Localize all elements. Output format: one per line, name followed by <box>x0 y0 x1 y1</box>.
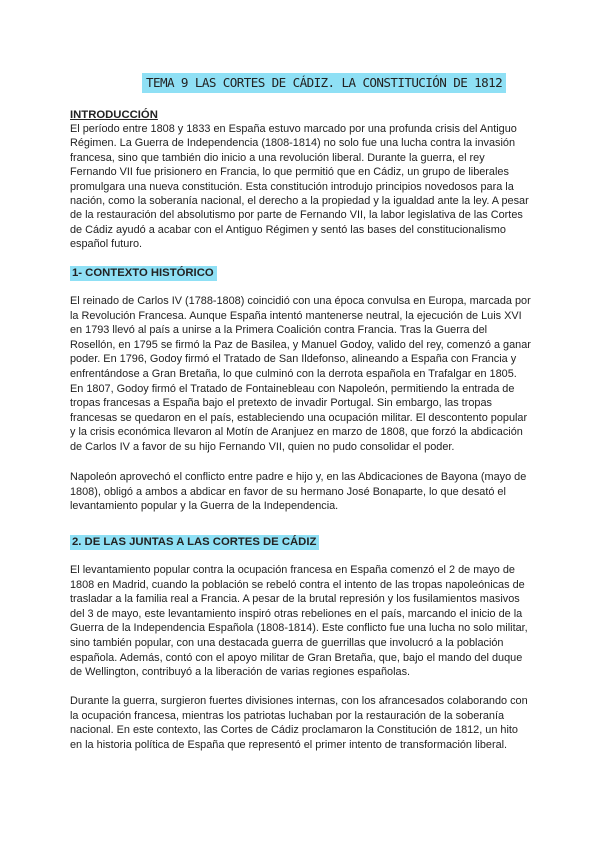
paragraph-contexto-1: El reinado de Carlos IV (1788-1808) coincidió con una época convulsa en Europa, marcada por la Revolución Francesa. Aunque España intentó mantenerse neutral, la ejecución de Luis XVI en 1793 llevó al país a unirse a la Primera Coalición contra Francia. Tras la Guerra del Rosellón, en 1795 se firmó la Paz de Basilea, y Manuel Godoy, valido del rey, comenzó a ganar poder. En 1796, Godoy firmó el Tratado de San Ildefonso, alineando a España con Francia y enfrentándose a Gran Bretaña, lo que culminó con la derrota española en Trafalgar en 1805. En 1807, Godoy firmó el Tratado de Fontainebleau con Napoleón, permitiendo la entrada de tropas francesas a España bajo el pretexto de invadir Portugal. Sin embargo, las tropas francesas se quedaron en el país, estableciendo una ocupación militar. El descontento popular y la crisis económica llevaron al Motín de Aranjuez en marzo de 1808, que forzó la abdicación de Carlos IV a favor de su hijo Fernando VII, quien no pudo consolidar el poder. <box>70 295 531 453</box>
paragraph-introduccion: El período entre 1808 y 1833 en España estuvo marcado por una profunda crisis del Antiguo Régimen. La Guerra de Independencia (1808-1814) no solo fue una lucha contra la invasión francesa, sino que también dio inicio a una revolución liberal. Durante la guerra, el rey Fernando VII fue prisionero en Francia, lo que permitió que en Cádiz, un grupo de liberales promulgara una nueva constitución. Esta constitución introdujo principios novedosos para la nación, como la soberanía nacional, el derecho a la propiedad y la igualdad ante la ley. A pesar de la restauración del absolutismo por parte de Fernando VII, la labor legislativa de las Cortes de Cádiz ayudó a acabar con el Antiguo Régimen y sentó las bases del constitucionalismo español futuro. <box>70 123 529 251</box>
section-heading-introduccion: INTRODUCCIÓN <box>70 109 158 121</box>
paragraph-juntas-2: Durante la guerra, surgieron fuertes divisiones internas, con los afrancesados colaborando con la ocupación francesa, mientras los patriotas luchaban por la restauración de la soberanía nacional. En este contexto, las Cortes de Cádiz proclamaron la Constitución de 1812, un hito en la historia política de España que representó el primer intento de transformación liberal. <box>70 695 528 751</box>
paragraph-juntas-1: El levantamiento popular contra la ocupación francesa en España comenzó el 2 de mayo de 1808 en Madrid, cuando la población se rebeló contra el intento de las tropas napoleónicas de trasladar a la familia real a Francia. A pesar de la brutal represión y los fusilamientos masivos del 3 de mayo, este levantamiento inspiró otras rebeliones en el país, marcando el inicio de la Guerra de la Independencia Española (1808-1814). Este conflicto fue una lucha no solo militar, sino también popular, con una destacada guerra de guerrillas que involucró a la población española. Además, contó con el apoyo militar de Gran Bretaña, que, bajo el mando del duque de Wellington, contribuyó a la liberación de varias regiones españolas. <box>70 564 528 679</box>
section-heading-contexto-historico: 1- CONTEXTO HISTÓRICO <box>70 266 217 281</box>
section-heading-juntas-cortes: 2. DE LAS JUNTAS A LAS CORTES DE CÁDIZ <box>70 535 319 550</box>
paragraph-contexto-2: Napoleón aprovechó el conflicto entre padre e hijo y, en las Abdicaciones de Bayona (mayo de 1808), obligó a ambos a abdicar en favor de su hermano José Bonaparte, lo que desató el levantamiento popular y la Guerra de la Independencia. <box>70 471 527 513</box>
document-title: TEMA 9 LAS CORTES DE CÁDIZ. LA CONSTITUCIÓN DE 1812 <box>142 73 506 93</box>
